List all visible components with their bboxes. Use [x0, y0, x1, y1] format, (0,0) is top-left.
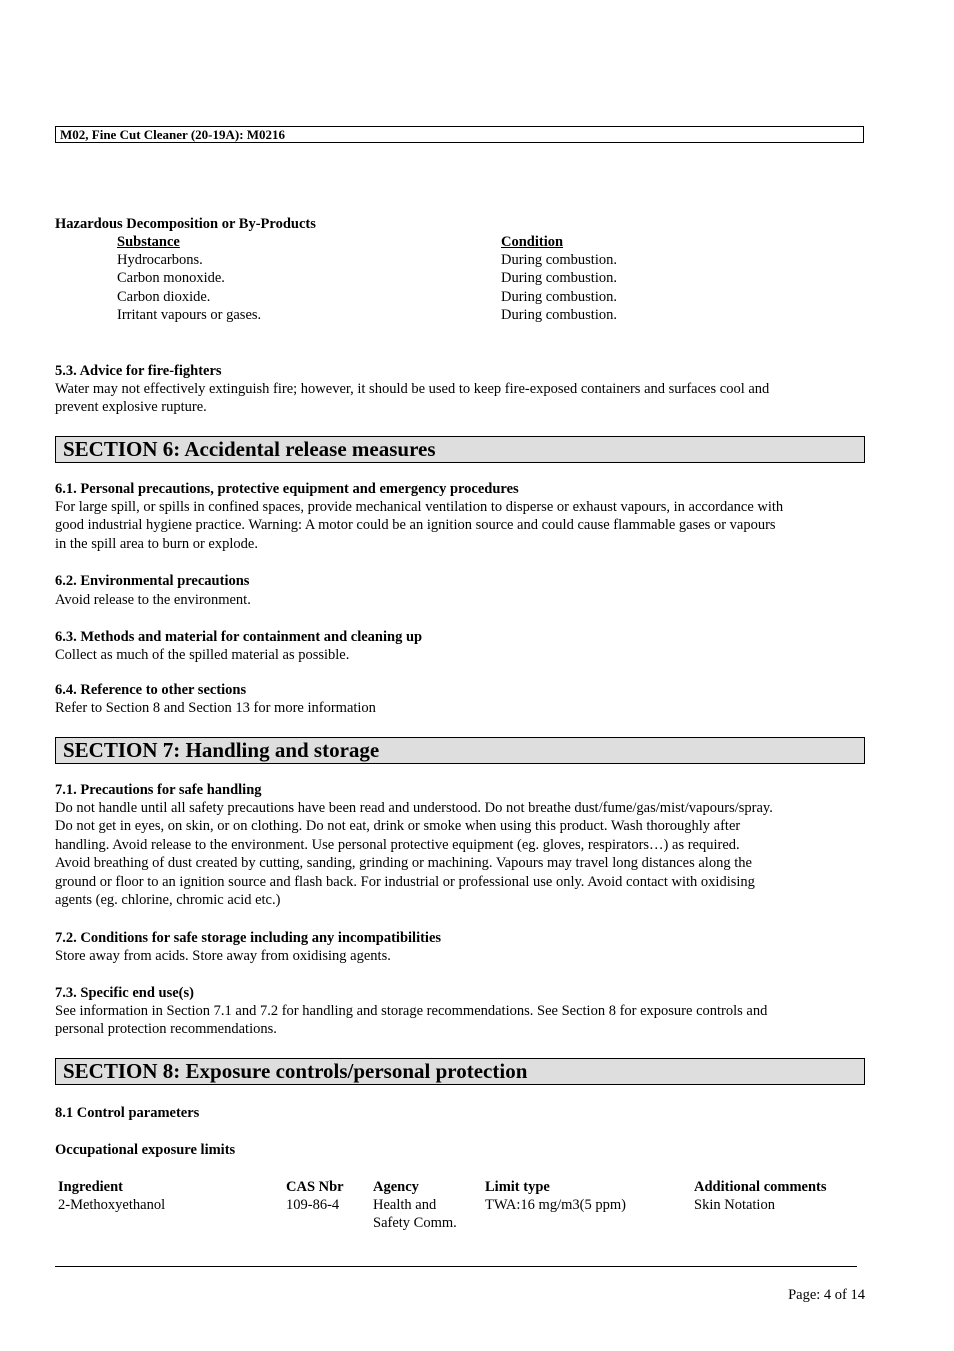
text-line: handling. Avoid release to the environment. Use personal protective equipment (eg. gloves, respirators…) as required.: [55, 836, 740, 853]
cas-cell: 109-86-4: [286, 1197, 340, 1213]
s73-heading: 7.3. Specific end use(s): [55, 985, 194, 1001]
col-ingredient: Ingredient: [58, 1179, 123, 1195]
text-line: in the spill area to burn or explode.: [55, 535, 258, 552]
s61-heading: 6.1. Personal precautions, protective equipment and emergency procedures: [55, 481, 519, 497]
document-header: [55, 126, 864, 143]
col-agency: Agency: [373, 1179, 419, 1195]
condition-cell: During combustion.: [501, 289, 617, 305]
section6-title: SECTION 6: Accidental release measures: [55, 436, 865, 463]
text-line: good industrial hygiene practice. Warning: A motor could be an ignition source and could cause flammable gases or vapours: [55, 517, 776, 534]
col-condition: Condition: [501, 234, 564, 250]
limit-cell: TWA:16 mg/m3(5 ppm): [485, 1197, 626, 1213]
substance-cell: Irritant vapours or gases.: [117, 307, 262, 323]
text-line: prevent explosive rupture.: [55, 399, 207, 416]
col-cas: CAS Nbr: [286, 1179, 344, 1195]
text-line: personal protection recommendations.: [55, 1021, 277, 1038]
s53-heading: 5.3. Advice for fire-fighters: [55, 363, 222, 379]
text-line: Safety Comm.: [373, 1215, 457, 1232]
s71-text: [55, 799, 870, 909]
s71-heading: 7.1. Precautions for safe handling: [55, 782, 262, 798]
text-line: Water may not effectively extinguish fire; however, it should be used to keep fire-exposed containers and surfaces cool and: [55, 381, 770, 397]
s63-heading: 6.3. Methods and material for containment and cleaning up: [55, 629, 423, 645]
ingredient-cell: 2-Methoxyethanol: [58, 1197, 166, 1213]
col-limit-type: Limit type: [485, 1179, 550, 1195]
s62-heading: 6.2. Environmental precautions: [55, 573, 250, 589]
section8-title: SECTION 8: Exposure controls/personal protection: [55, 1058, 865, 1085]
text-line: Do not get in eyes, on skin, or on clothing. Do not eat, drink or smoke when using this product. Wash thoroughly after: [55, 818, 741, 835]
condition-cell: During combustion.: [501, 252, 617, 268]
product-title: M02, Fine Cut Cleaner (20-19A): M0216: [60, 127, 286, 142]
substance-cell: Hydrocarbons.: [117, 252, 203, 268]
s81-heading: 8.1 Control parameters: [55, 1105, 200, 1121]
agency-cell: [373, 1196, 457, 1233]
condition-cell: During combustion.: [501, 307, 617, 323]
col-comments: Additional comments: [694, 1179, 827, 1195]
decomposition-heading: Hazardous Decomposition or By-Products: [55, 216, 316, 232]
col-substance: Substance: [117, 234, 180, 250]
text-line: Avoid breathing of dust created by cutting, sanding, grinding or machining. Vapours may travel long distances along the: [55, 855, 752, 872]
condition-cell: During combustion.: [501, 270, 617, 286]
text-line: Do not handle until all safety precautions have been read and understood. Do not breathe dust/fume/gas/mist/vapours/spray.: [55, 800, 773, 816]
text-line: For large spill, or spills in confined spaces, provide mechanical ventilation to disperse or exhaust vapours, in accordance with: [55, 499, 784, 515]
s64-heading: 6.4. Reference to other sections: [55, 682, 247, 698]
s72-heading: 7.2. Conditions for safe storage including any incompatibilities: [55, 930, 442, 946]
footer-divider: [55, 1266, 857, 1267]
s53-text: [55, 380, 870, 417]
text-line: agents (eg. chlorine, chromic acid etc.): [55, 892, 281, 909]
section7-title: SECTION 7: Handling and storage: [55, 737, 865, 764]
oel-heading: Occupational exposure limits: [55, 1142, 236, 1158]
s63-text: Collect as much of the spilled material as possible.: [55, 647, 350, 663]
s73-text: [55, 1002, 870, 1039]
comments-cell: Skin Notation: [694, 1197, 775, 1213]
substance-cell: Carbon monoxide.: [117, 270, 225, 286]
s61-text: [55, 498, 870, 553]
s64-text: Refer to Section 8 and Section 13 for more information: [55, 700, 376, 716]
text-line: See information in Section 7.1 and 7.2 for handling and storage recommendations. See Section 8 for exposure controls and: [55, 1003, 768, 1019]
page-number: Page: 4 of 14: [788, 1287, 865, 1303]
substance-cell: Carbon dioxide.: [117, 289, 211, 305]
s72-text: Store away from acids. Store away from oxidising agents.: [55, 948, 391, 964]
text-line: Health and: [373, 1197, 437, 1213]
s62-text: Avoid release to the environment.: [55, 592, 251, 608]
text-line: ground or floor to an ignition source and flash back. For industrial or professional use only. Avoid contact with oxidising: [55, 873, 755, 890]
